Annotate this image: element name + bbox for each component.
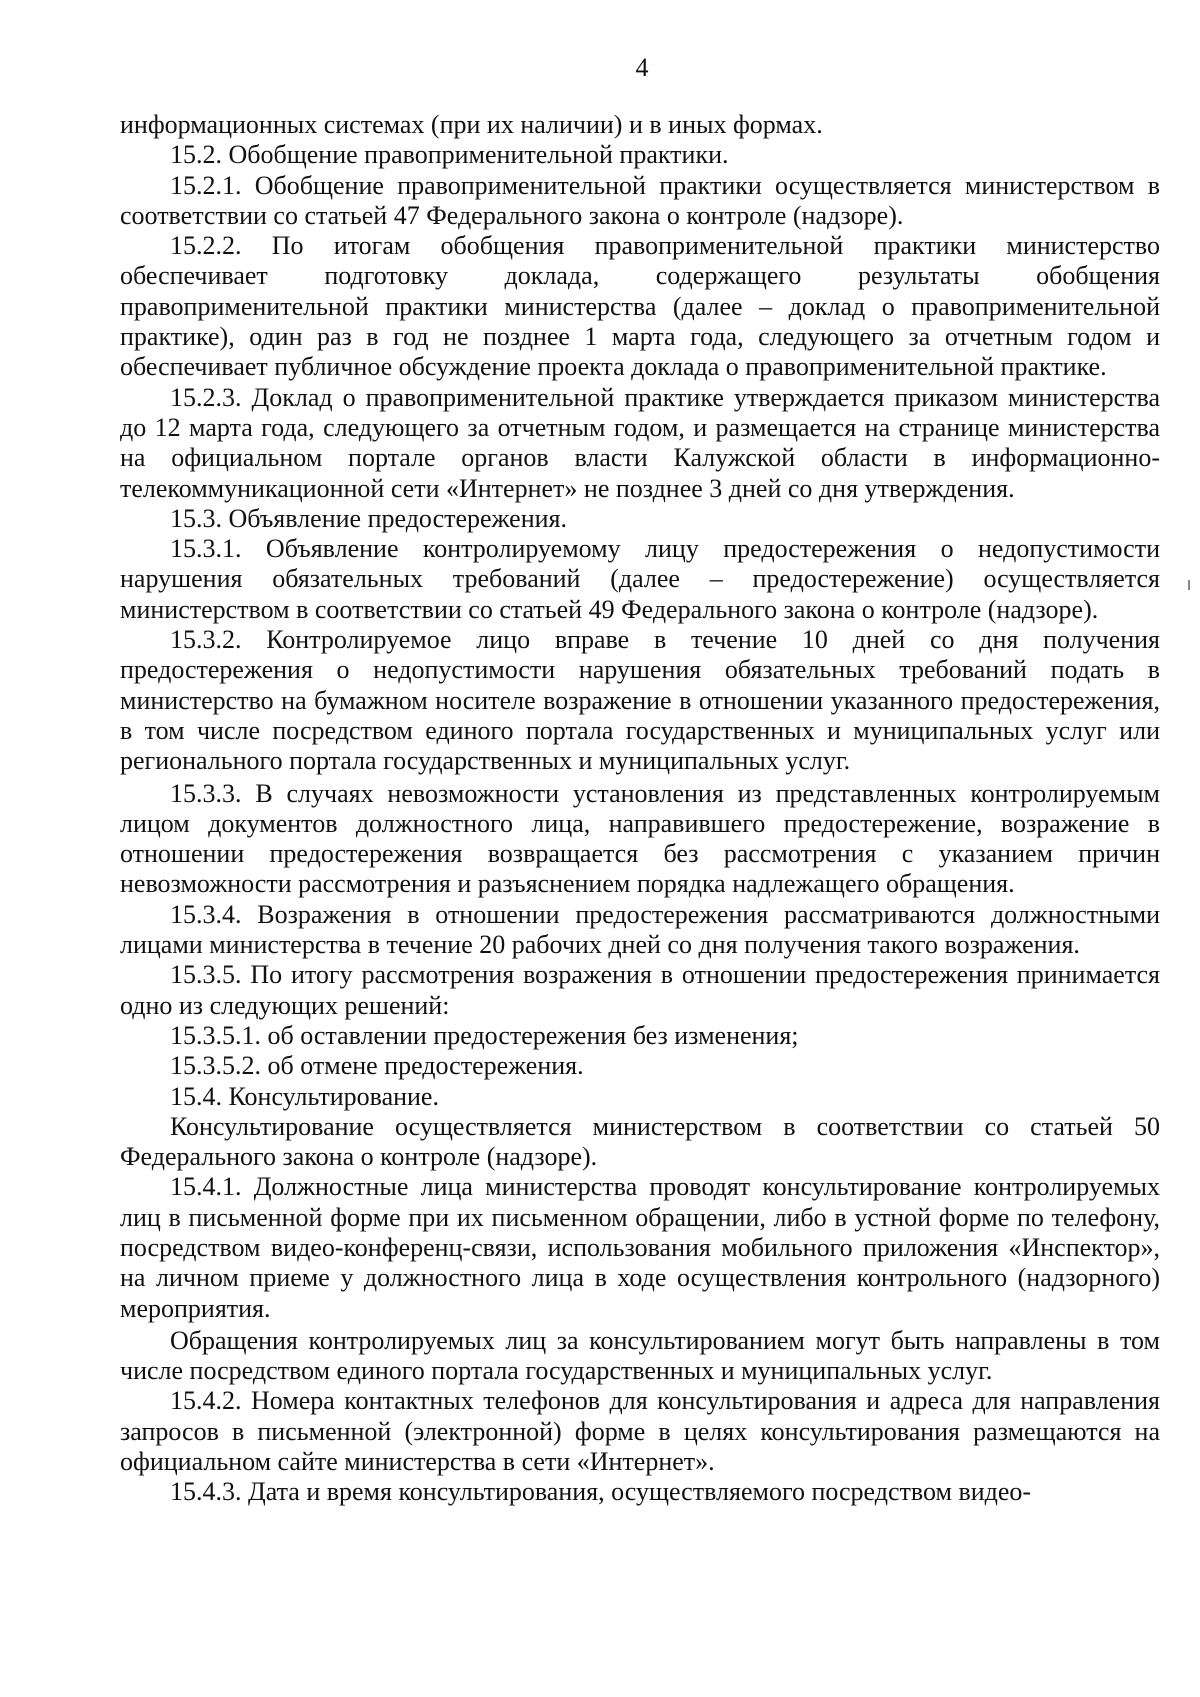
paragraph: 15.3.3. В случаях невозможности установления из представленных контролируемым лицом документов должностного лица, направившего предостережение, возражение в отношении предостережения возвращается без рассмотрения с указанием причин невозможности рассмотрения и разъяснением порядка надлежащего обращения. [120,778,1160,899]
paragraph: 15.2.1. Обобщение правоприменительной практики осуществляется министерством в соответствии со статьей 47 Федерального закона о контроле (надзоре). [120,170,1160,230]
paragraph: 15.3.5.2. об отмене предостережения. [170,1051,584,1081]
paragraph: 15.4.1. Должностные лица министерства проводят консультирование контролируемых лиц в письменной форме при их письменном обращении, либо в устной форме по телефону, посредством видео-конференц-связи, использования мобильного приложения «Инспектор», на личном приеме у должностного лица в ходе осуществления контрольного (надзорного) мероприятия. [120,1172,1160,1323]
paragraph: 15.4.3. Дата и время консультирования, осуществляемого посредством видео- [170,1477,1032,1507]
paragraph: 15.2. Обобщение правоприменительной практики. [170,140,729,170]
paragraph: 15.4.2. Номера контактных телефонов для консультирования и адреса для направления запросов в письменной (электронной) форме в целях консультирования размещаются на официальном сайте министерства в сети «Интернет». [120,1386,1160,1477]
page-number: 4 [635,53,649,82]
paragraph: 15.3.5.1. об оставлении предостережения без изменения; [170,1020,799,1050]
paragraph: 15.3.1. Объявление контролируемому лицу предостережения о недопустимости нарушения обязательных требований (далее – предостережение) осуществляется министерством в соответствии со статьей 49 Федерального закона о контроле (надзоре). [120,534,1160,624]
paragraph: информационных системах (при их наличии) и в иных формах. [120,110,823,139]
paragraph: Консультирование осуществляется министерством в соответствии со статьей 50 Федерального закона о контроле (надзоре). [120,1111,1160,1172]
paragraph: 15.3.5. По итогу рассмотрения возражения в отношении предостережения принимается одно из следующих решений: [120,960,1160,1020]
paragraph: 15.2.3. Доклад о правоприменительной практике утверждается приказом министерства до 12 марта года, следующего за отчетным годом, и размещается на странице министерства на официальном портале органов власти Калужской области в информационно-телекоммуникационной сети «Интернет» не позднее 3 дней со дня утверждения. [120,382,1160,503]
paragraph: Обращения контролируемых лиц за консультированием могут быть направлены в том числе посредством единого портала государственных и муниципальных услуг. [120,1325,1160,1386]
scan-artifact [1188,580,1190,590]
paragraph: 15.3. Объявление предостережения. [170,503,567,533]
paragraph: 15.2.2. По итогам обобщения правоприменительной практики министерство обеспечивает подготовку доклада, содержащего результаты обобщения правоприменительной практики министерства (далее – доклад о правоприменительной практике), один раз в год не позднее 1 марта года, следующего за отчетным годом и обеспечивает публичное обсуждение проекта доклада о правоприменительной практике. [120,231,1160,382]
paragraph: 15.3.4. Возражения в отношении предостережения рассматриваются должностными лицами министерства в течение 20 рабочих дней со дня получения такого возражения. [120,899,1160,960]
document-body [120,110,1160,1508]
paragraph: 15.3.2. Контролируемое лицо вправе в течение 10 дней со дня получения предостережения о недопустимости нарушения обязательных требований подать в министерство на бумажном носителе возражение в отношении указанного предостережения, в том числе посредством единого портала государственных и муниципальных услуг или регионального портала государственных и муниципальных услуг. [120,625,1160,776]
paragraph: 15.4. Консультирование. [170,1081,439,1111]
